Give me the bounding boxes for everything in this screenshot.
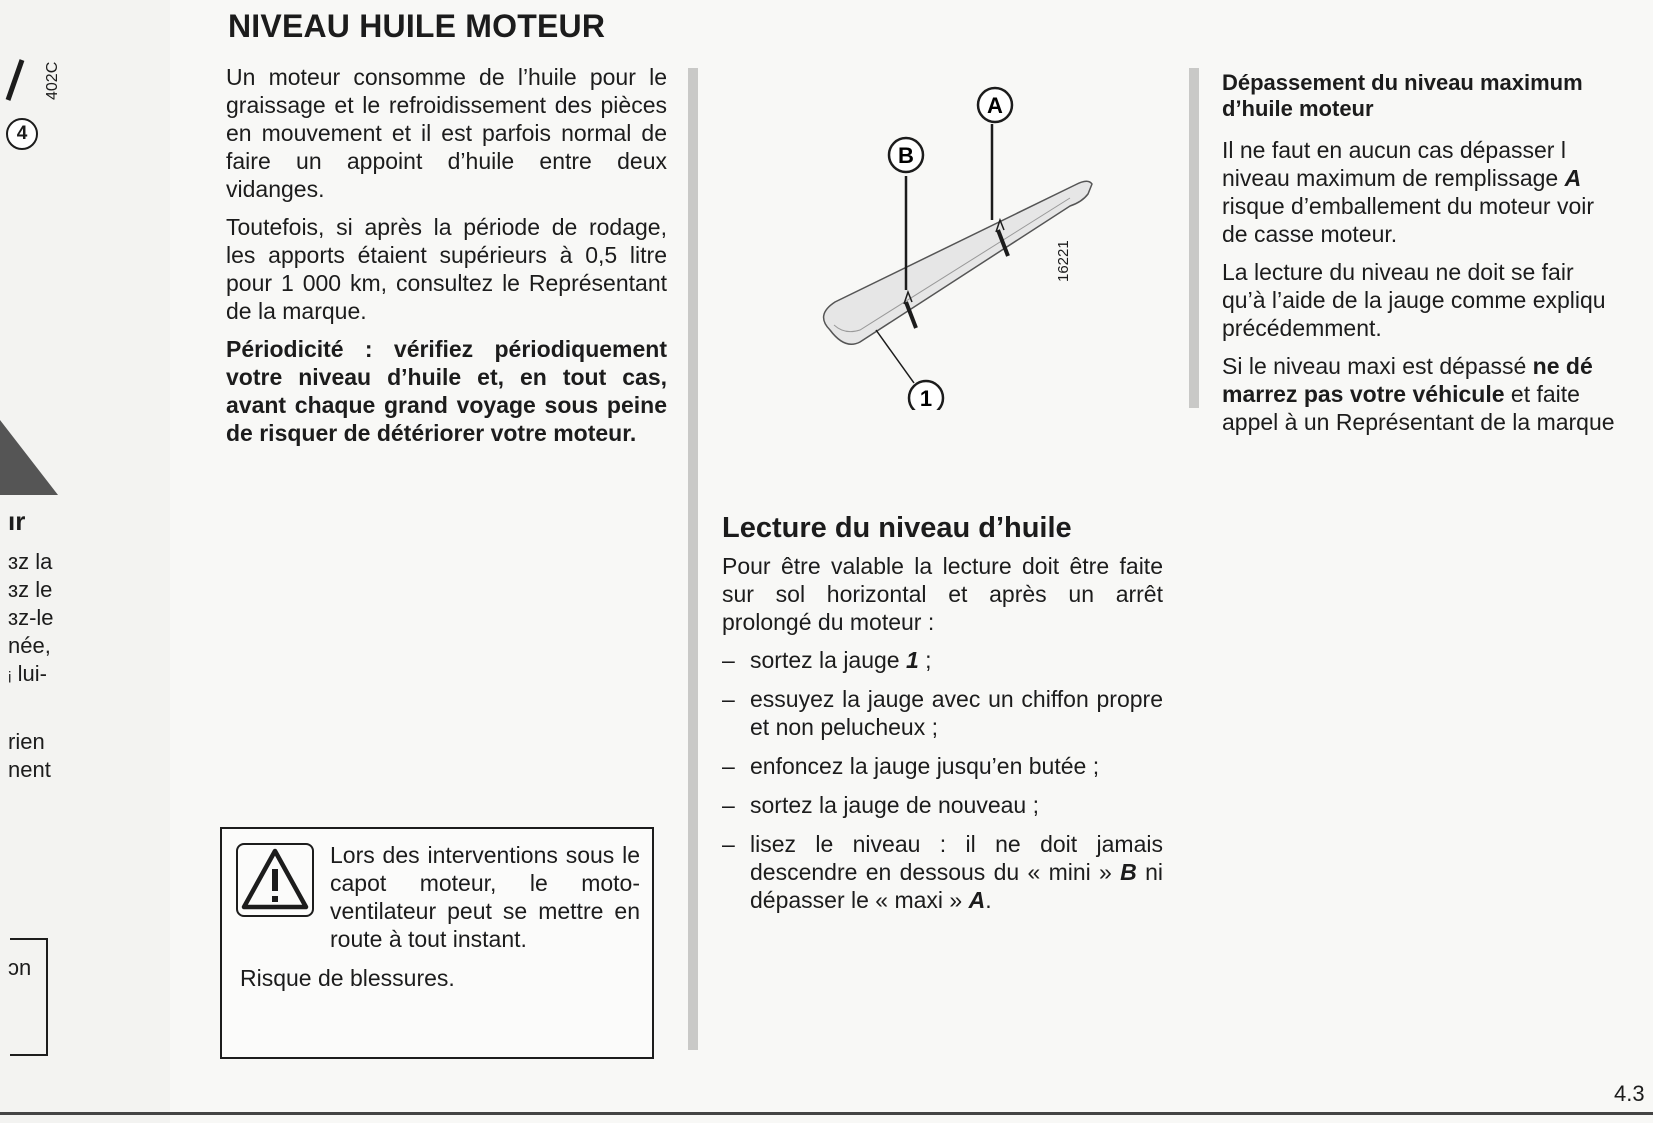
svg-text:A: A (987, 93, 1003, 118)
reading-intro: Pour être valable la lecture doit être faite sur sol horizontal et après un arrêt prolongé du moteur : (722, 553, 1163, 635)
overfill-paragraph: Il ne faut en aucun cas dépasser l niveau maximum de remplissage A risque d’emballement du moteur voir de casse moteur. (1222, 137, 1595, 247)
callout-a (978, 88, 1012, 122)
chapter-badge: 4 (6, 118, 38, 150)
callout-b (889, 138, 923, 172)
svg-text:B: B (898, 143, 914, 168)
list-item: – enfoncez la jauge jusqu’en butée ; (722, 752, 1163, 780)
svg-text:1: 1 (919, 386, 933, 410)
overfill-heading: Dépassement du niveau maximum d’huile moteur (1222, 70, 1583, 121)
page-number: 4.3 (1614, 1081, 1645, 1106)
overfill-warning-paragraph: Si le niveau maxi est dépassé ne dé marrez pas votre véhicule et faite appel à un Représentant de la marque (1222, 353, 1615, 435)
leader-line-1 (876, 330, 914, 383)
warning-footer: Risque de blessures. (240, 965, 455, 991)
column-divider (688, 68, 698, 1050)
intro-paragraph: Un moteur consomme de l’huile pour le graissage et le refroidissement des pièces en mouvement et il est parfois normal de faire un appoint d’huile entre deux vidanges. (226, 64, 667, 202)
strip-fragment: nent (8, 757, 51, 782)
bottom-rule (0, 1112, 1653, 1115)
warning-text: Lors des interventions sous le capot moteur, le moto-ventilateur peut se mettre en route à tout instant. (330, 842, 640, 952)
figure-code: 16221 (1055, 240, 1072, 282)
strip-fragment: ɜz la (8, 549, 53, 574)
shaded-triangle-icon (0, 420, 60, 500)
warning-triangle-icon (236, 843, 314, 917)
strip-fragment: ɔn (8, 955, 32, 980)
strip-fragment: née, (8, 633, 51, 658)
gauge-paragraph: La lecture du niveau ne doit se fair qu’à l’aide de la jauge comme expliqu précédemment. (1222, 259, 1606, 341)
slash-mark-icon (0, 55, 30, 105)
callout-1 (909, 381, 943, 410)
page-title: NIVEAU HUILE MOTEUR (228, 8, 606, 44)
dipstick-icon (824, 181, 1092, 344)
strip-fragment: rien (8, 729, 45, 754)
intro-column (226, 63, 667, 457)
consumption-paragraph: Toutefois, si après la période de rodage, les apports étaient supérieurs à 0,5 litre pour 1 000 km, consultez le Représentant de la marque. (226, 214, 667, 324)
steps-list (722, 646, 1163, 914)
overfill-column (1222, 70, 1653, 446)
column-divider (1189, 68, 1199, 408)
adjacent-page-strip (0, 0, 170, 1123)
list-item: – sortez la jauge de nouveau ; (722, 791, 1163, 819)
warning-box (220, 827, 654, 1059)
periodicity-paragraph: Périodicité : vérifiez périodiquement votre niveau d’huile et, en tout cas, avant chaque grand voyage sous peine de risquer de détériorer votre moteur. (226, 336, 667, 446)
list-item: – lisez le niveau : il ne doit jamais descendre en dessous du « mini » B ni dépasser le « maxi » A. (722, 830, 1163, 914)
strip-fragment: ɜz-le (8, 605, 54, 630)
strip-code: 402C (44, 61, 61, 100)
list-item: – essuyez la jauge avec un chiffon propre et non pelucheux ; (722, 685, 1163, 741)
reading-column (722, 510, 1163, 925)
strip-fragment: ᵢ lui- (8, 661, 47, 686)
strip-fragment: ır (8, 506, 26, 536)
list-item: – sortez la jauge 1 ; (722, 646, 1163, 674)
strip-fragment: ɜz le (8, 577, 53, 602)
section-heading: Lecture du niveau d’huile (722, 512, 1072, 544)
